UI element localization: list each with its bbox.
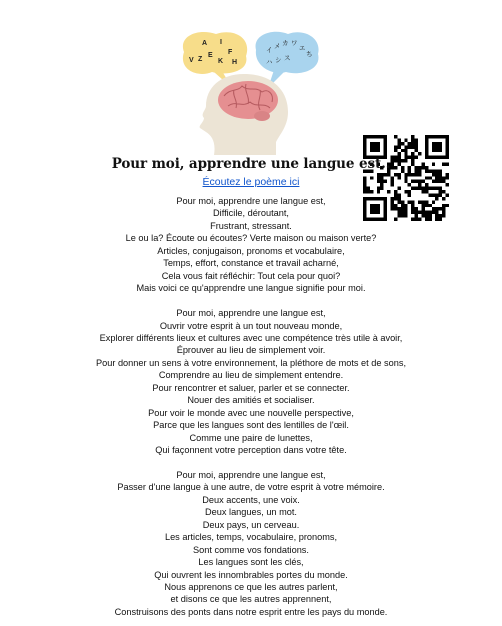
- poem-line: Construisons des ponts dans notre esprit entre les pays du monde.: [114, 606, 388, 617]
- poem-line: Articles, conjugaison, pronoms et vocabulaire,: [157, 245, 345, 256]
- letter-e: E: [208, 52, 213, 59]
- letter-z: Z: [198, 56, 203, 63]
- poem-line: Passer d'une langue à une autre, de votre esprit à votre mémoire.: [117, 482, 385, 493]
- poem-line: Les articles, temps, vocabulaire, pronoms,: [164, 532, 338, 543]
- poem-line: Cela vous fait réfléchir: Tout cela pour quoi?: [161, 270, 341, 281]
- letter-i: I: [220, 39, 222, 46]
- kana-e: エ: [299, 44, 306, 52]
- poem-line: et disons ce que les autres apprennent,: [170, 594, 332, 605]
- poem-line: Mais voici ce qu'apprendre une langue signifie pour moi.: [136, 283, 366, 294]
- language-brain-illustration: [176, 30, 326, 155]
- kana-i: イ: [266, 46, 273, 54]
- poem-line: Pour moi, apprendre une langue est,: [176, 469, 326, 480]
- poem-line: Deux pays, un cerveau.: [202, 519, 300, 530]
- poem-line: Difficile, déroutant,: [213, 208, 289, 219]
- poem-line: Deux accents, une voix.: [202, 494, 300, 505]
- kana-chi: ち: [306, 50, 313, 58]
- poem-line: Qui ouvrent les innombrables portes du monde.: [154, 569, 348, 580]
- poem-line: Pour donner un sens à votre environnement, la pléthore de mots et de sons,: [95, 357, 406, 368]
- letter-k: K: [218, 58, 224, 65]
- poem-line: Parce que les langues sont des lentilles de l'œil.: [153, 420, 349, 431]
- poem-line: Pour moi, apprendre une langue est,: [176, 196, 326, 206]
- kana-ha: ハ: [266, 58, 273, 66]
- poem-line: Nous apprenons ce que les autres parlent,: [164, 582, 338, 593]
- poem-line: Comme une paire de lunettes,: [189, 432, 313, 443]
- listen-poem-link[interactable]: Écoutez le poème ici: [202, 176, 300, 188]
- letter-f: F: [228, 49, 233, 56]
- kana-ka: カ: [282, 39, 289, 47]
- letter-h: H: [232, 59, 238, 66]
- poem-line: Éprouver au lieu de simplement voir.: [176, 345, 326, 356]
- poem-line: Pour moi, apprendre une langue est,: [176, 308, 326, 319]
- poem-line: Explorer différents lieux et cultures avec une compétence très utile à avoir,: [99, 332, 403, 343]
- left-speech-bubble: [183, 32, 247, 74]
- kana-shi: シ: [275, 56, 282, 64]
- poem-line: Temps, effort, constance et travail acharné,: [163, 258, 339, 269]
- poem-stanza-1: [0, 195, 502, 295]
- poem-line: Qui façonnent votre perception dans votre tête.: [155, 445, 347, 456]
- letter-v: V: [189, 57, 194, 64]
- poem-line: Nouer des amitiés et socialiser.: [187, 395, 315, 406]
- poem-stanza-3: [0, 469, 502, 618]
- poem-title: Pour moi, apprendre une langue est..: [111, 156, 391, 172]
- poem-line: Comprendre au lieu de simplement entendre.: [158, 370, 344, 381]
- poem-stanza-2: [0, 307, 502, 456]
- poem-body: [0, 195, 502, 618]
- poem-line: Frustrant, stressant.: [210, 220, 292, 231]
- kana-me: メ: [274, 42, 281, 50]
- poem-line: Pour rencontrer et saluer, parler et se connecter.: [152, 382, 350, 393]
- poem-line: Les langues sont les clés,: [198, 557, 304, 568]
- kana-su: ス: [284, 54, 291, 62]
- poem-line: Le ou la? Écoute ou écoutes? Verte maison ou maison verte?: [125, 233, 377, 244]
- letter-a: A: [202, 40, 208, 47]
- poem-line: Deux langues, un mot.: [205, 507, 297, 518]
- poem-line: Sont comme vos fondations.: [193, 544, 309, 555]
- kana-wa: ワ: [291, 39, 298, 47]
- poem-line: Ouvrir votre esprit à un tout nouveau monde,: [159, 320, 343, 331]
- poem-line: Pour voir le monde avec une nouvelle perspective,: [148, 407, 354, 418]
